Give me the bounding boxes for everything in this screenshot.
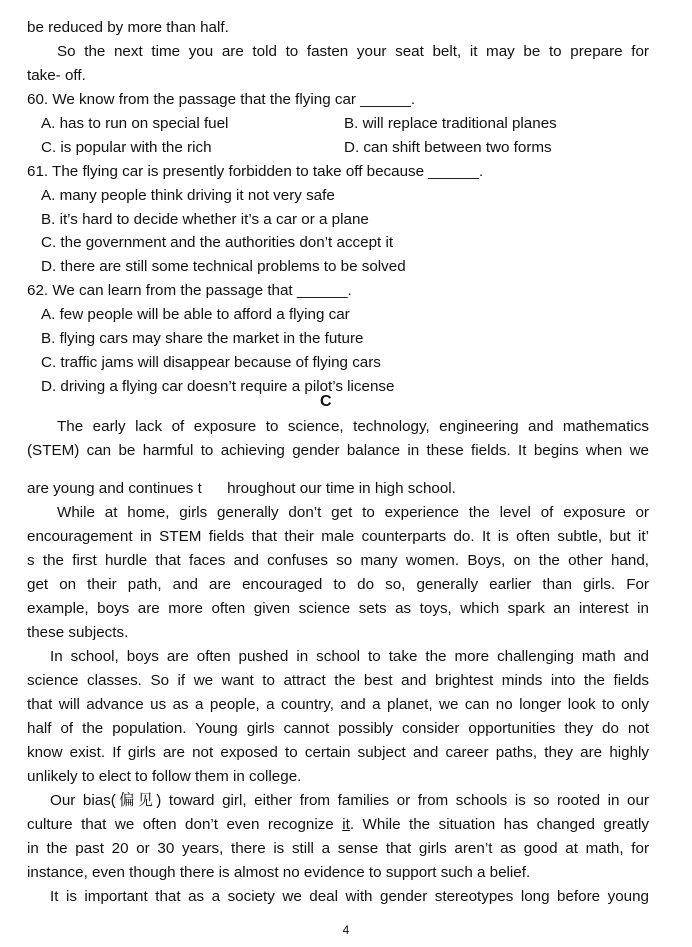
page-number: 4	[342, 923, 350, 937]
passage-line: are young and continues t hroughout our time in high school.	[27, 480, 456, 497]
intro-line: be reduced by more than half.	[27, 19, 229, 36]
intro-paragraph-text: So the next time you are told to fasten your seat belt, it may be to prepare for	[57, 43, 649, 60]
passage-line: instance, even though there is almost no evidence to support such a belief.	[27, 864, 531, 881]
passage-line: (STEM) can be harmful to achieving gender balance in these fields. It begins when we	[27, 442, 649, 459]
option: D. there are still some technical problems to be solved	[41, 258, 406, 275]
passage-line: example, boys are more often given science sets as toys, which spark an interest in	[27, 600, 649, 617]
passage-line: these subjects.	[27, 624, 129, 641]
question-stem: 61. The flying car is presently forbidden to take off because ______.	[27, 163, 484, 180]
option: A. many people think driving it not very safe	[41, 187, 335, 204]
passage-line: unlikely to elect to follow them in college.	[27, 768, 302, 785]
intro-paragraph-line: take- off.	[27, 67, 86, 84]
passage-line: in the past 20 or 30 years, there is still a sense that girls aren’t as good at math, for	[27, 840, 649, 857]
option: C. traffic jams will disappear because of flying cars	[41, 354, 381, 371]
option: A. few people will be able to afford a flying car	[41, 306, 350, 323]
passage-line: In school, boys are often pushed in school to take the more challenging math and	[50, 648, 649, 665]
passage-line-with-underline	[27, 815, 649, 835]
passage-text: culture that we often don’t even recognize	[27, 816, 343, 833]
passage-line: Our bias(偏见) toward girl, either from families or from schools is so rooted in our	[50, 792, 649, 809]
intro-paragraph-line	[57, 42, 649, 62]
passage-line: It is important that as a society we deal with gender stereotypes long before young	[50, 888, 649, 905]
underlined-word: it	[342, 816, 350, 833]
passage-line: know exist. If girls are not exposed to certain subject and career paths, they are highly	[27, 744, 649, 761]
passage-line: get on their path, and are encouraged to do so, generally earlier than girls. For	[27, 576, 649, 593]
passage-line: science classes. So if we want to attract the best and brightest minds into the fields	[27, 672, 649, 689]
passage-line: that will advance us as a people, a country, and a planet, we can no longer look to only	[27, 696, 649, 713]
passage-text: . While the situation has changed greatly	[349, 816, 649, 833]
option: D. can shift between two forms	[344, 139, 552, 156]
option: B. flying cars may share the market in the future	[41, 330, 364, 347]
passage-line: half of the population. Young girls cannot possibly consider opportunities they do not	[27, 720, 649, 737]
option: B. will replace traditional planes	[344, 115, 557, 132]
option: C. is popular with the rich	[41, 139, 212, 156]
passage-line: s the first hurdle that faces and confuses so many women. Boys, on the other hand,	[27, 552, 649, 569]
question-stem: 62. We can learn from the passage that ______.	[27, 282, 352, 299]
option: A. has to run on special fuel	[41, 115, 229, 132]
option: D. driving a flying car doesn’t require a pilot’s license	[41, 378, 395, 395]
passage-line: While at home, girls generally don’t get to experience the level of exposure or	[57, 504, 649, 521]
passage-line: encouragement in STEM fields that their male counterparts do. It is often subtle, but it’	[27, 528, 649, 545]
option: B. it’s hard to decide whether it’s a car or a plane	[41, 211, 369, 228]
passage-line: The early lack of exposure to science, technology, engineering and mathematics	[57, 418, 649, 435]
option: C. the government and the authorities don’t accept it	[41, 234, 394, 251]
section-heading: C	[320, 393, 332, 410]
question-stem: 60. We know from the passage that the flying car ______.	[27, 91, 416, 108]
